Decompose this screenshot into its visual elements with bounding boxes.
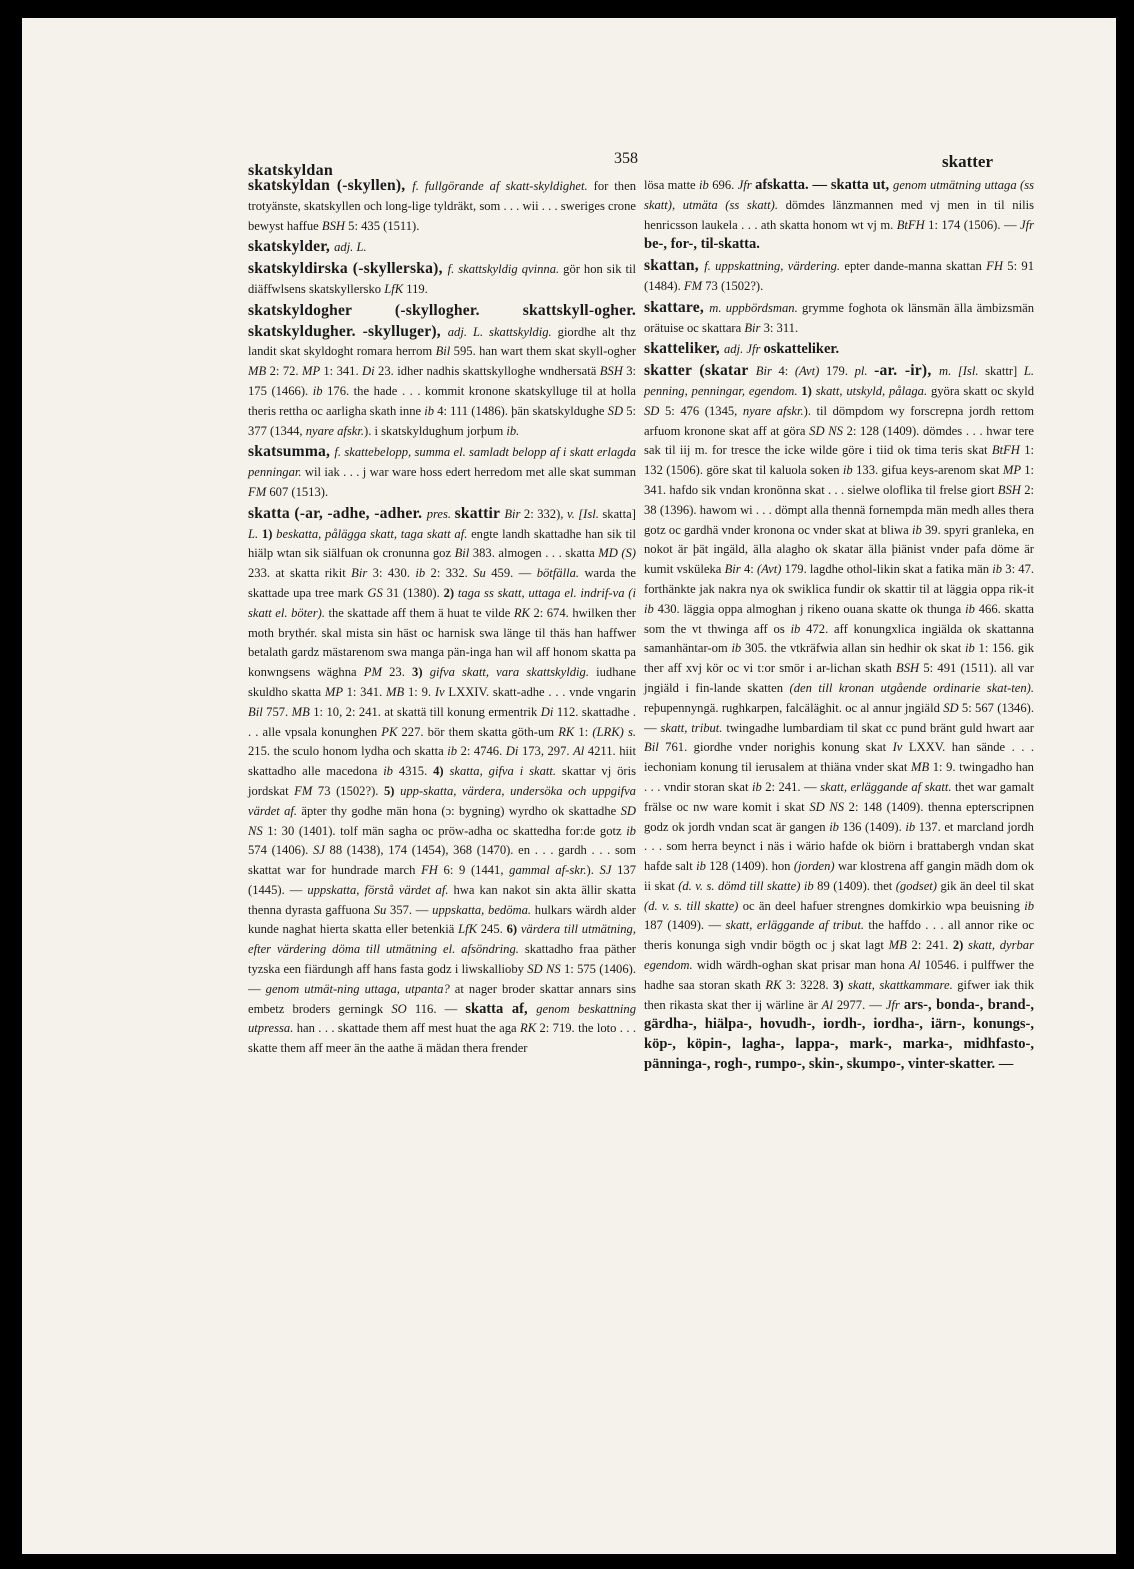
entry-text-run: skatskylder, [248,238,335,256]
entry-text-run: warda the skattade upa tree mark [248,566,637,600]
entry-text-run: 357. — [390,902,433,917]
entry-text-run: pl. [854,364,875,379]
entry-text-run: GS [367,585,387,600]
entry-text-run: iudhane skuldho skatta [248,665,637,699]
entry-text-run: ib [626,823,636,838]
entry-text-run: FM [683,278,706,293]
entry-text-run: Bir [351,566,373,581]
entry-text-run: 761. giordhe vnder norighis konung skat [665,740,893,755]
entry-text-run: Bil [644,740,666,755]
entry-text-run: 1: 9. [408,684,435,699]
entry-text-run: 1: 341. [323,364,363,379]
entry-text-run: dömdes länzmannen med vj men in til nilis henricsson laukela . . . ath skatta honom wt vj m. [644,197,1034,232]
entry-text-run: 215. the sculo honom lydha och skatta [248,744,448,759]
entry-text-run: 6: 9 (1441, [443,863,510,878]
entry-text-run: BtFH [896,217,929,232]
entry-text-run: 305. the vtkräfwia allan sin hedhir ok skat [745,641,965,656]
entry-text-run: adj. L. skattskyldig. [447,324,558,339]
dictionary-page [22,18,1116,1554]
entry-text-run: MP [301,364,324,379]
entry-text-run: 595. han wart them skat skyll-ogher [453,344,637,359]
entry-text-run: 1: 575 (1406). — [248,962,636,996]
entry-text-run: ib [965,601,979,616]
entry-text-run: BSH [599,364,627,379]
entry-text-run: engte landh skattadhe han sik til hiälp wtan sik siälfuan ok cronunna goz [248,526,637,561]
entry-text-run: 2: 332), [523,506,567,521]
entry-text-run: BSH [896,661,924,676]
entry-text-run: ). [586,863,600,878]
entry-text-run: adj. L. [334,240,367,255]
entry-text-run: 1: 156. gik ther aff xvj kör oc vi t:or smör i ar-lichan skath [644,641,1034,676]
entry-text-run: skatskyldan (-skyllen), [248,177,413,194]
entry-text-run: 2) [443,585,458,600]
entry-text-run: 607 (1513). [269,484,329,499]
entry-text-run: gifwer iak thik then rikasta skat ther ij wärline är [644,977,1034,1012]
entry-text-run: 2: 148 (1409). thenna epterscripnen godz ok jordh vndan scat är gangen [644,799,1035,834]
entry-text-run: gifva skatt, vara skattskyldig. [429,665,597,680]
dictionary-entry [644,361,1034,1075]
entry-text-run: LfK [384,281,407,296]
entry-text-run: RK [558,724,579,739]
entry-text-run: ib [644,601,658,616]
entry-text-run: Jfr [737,178,756,192]
entry-text-run: 6) [506,922,521,937]
entry-text-run: 3: 47. forthänkte jak nakra nya ok swiklica fundir ok skattir til at läggia oppa rik-it [644,562,1035,596]
entry-text-run: adj. Jfr [724,342,764,357]
entry-text-run: (den till kronan utgående ordinarie skat-ten). [789,680,1034,695]
dictionary-entry [248,176,636,236]
entry-text-run: MB [386,684,408,699]
entry-text-run: skatt, erläggande af tribut. [725,918,869,933]
entry-text-run: 173, 297. [521,744,574,759]
entry-text-run: LfK [458,922,481,937]
entry-text-run: MB [248,364,270,379]
entry-text-run: skatt, utskyld, pålaga. [815,383,931,398]
entry-text-run: 2) [952,938,969,953]
entry-text-run: 227. bör them skatta göth-um [401,724,559,739]
entry-text-run: genom utmät-ning uttaga, utpanta? [265,981,455,996]
entry-text-run: -ar. -ir), [874,362,939,380]
entry-text-run: ib [911,522,925,537]
entry-text-run: 89 (1409). thet [817,878,896,893]
entry-text-run: 179. [825,364,855,379]
entry-text-run: äpter thy godhe män hona (ɔ: bygning) wyrdho ok skattadhe [301,803,621,818]
entry-text-run: 2: 38 (1396). hawom wi . . . dömpt alla thennä fornempda män medh alles thera gotz oc gardhä vnder kronona oc vnder skat at bliwa [644,482,1034,537]
entry-text-run: 4211. hiit skattadho alle macedona [248,744,637,779]
entry-text-run: v. [Isl. [566,506,603,521]
dictionary-entry [644,176,1034,255]
entry-text-run: skatter (skatar [644,362,756,380]
entry-text-run: skattir [454,504,505,522]
entry-text-run: MB [910,760,933,775]
entry-text-run: f. fullgörande af skatt-skyldighet. [412,179,594,193]
entry-text-run: (Avt) [794,364,826,379]
entry-text-run: SD NS [809,799,849,814]
entry-text-run: (LRK) s. [592,724,637,739]
entry-text-run: 187 (1409). — [644,918,726,933]
entry-text-run: 5: 476 (1345, [664,403,743,418]
entry-text-run: ib [829,819,843,834]
entry-text-run: be-, for-, til-skatta. [644,236,760,253]
entry-text-run: 5: 377 (1344, [248,403,637,438]
entry-text-run: ib [751,779,766,794]
entry-text-run: ars-, bonda-, brand-, gärdha-, hiälpa-, hovudh-, iordh-, iordha-, iärn-, konungs-, köp-, köpin-, lagha-, lappa-, mark-, marka-, midhfasto-, pänninga-, rogh-, rumpo-, skin-, skumpo-, vinter-skatter. — [644,996,1035,1073]
entry-text-run: 696. [712,178,738,192]
right-column [644,176,1034,1076]
header-right-guide-word: skatter [942,152,993,171]
entry-text-run: 1) [801,383,816,398]
entry-text-run: värdera till utmätning, efter värdering döma till utmätning el. afsöndring. [248,922,636,957]
dictionary-entry [248,301,636,442]
entry-text-run: 5: 435 (1511). [348,218,420,233]
entry-text-run: 1: 9. twingadho han . . . vndir storan skat [644,760,1034,794]
entry-text-run: skatt, dyrbar egendom. [644,938,1034,973]
entry-text-run: ib [699,178,713,192]
entry-text-run: 1: 10, 2: 241. at skattä till konung ermentrik [313,704,541,719]
entry-text-run: lösa matte [644,178,700,192]
entry-text-run: 4: [743,562,757,577]
entry-text-run: m. [Isl. [938,364,986,379]
dictionary-entry [248,259,636,300]
entry-text-run: skattar vj öris jordskat [248,764,637,798]
page-number: 358 [614,150,638,167]
entry-text-run: Di [362,364,379,379]
entry-text-run: SD NS [809,423,847,438]
entry-text-run: the haffdo . . . all annor rike oc theris konunga sigh vndir bögth oc j skat lagt [644,918,1035,953]
entry-text-run: 4: [778,364,795,379]
entry-text-run: skatta] [602,506,636,521]
entry-text-run: ib [964,641,979,656]
entry-text-run: 2: 241. — [765,779,821,794]
entry-text-run: thet war gamalt frälse oc nw ware komit i skat [644,779,1035,814]
entry-text-run: gör hon sik til diäffwlsens skatskyllersko [248,262,636,296]
entry-text-run: Bir [504,506,524,521]
entry-text-run: Jfr [1019,217,1034,232]
entry-text-run: SD [607,403,627,418]
entry-text-run: skatt, skattkammare. [848,977,958,992]
entry-text-run: bötfälla. [536,566,585,581]
dictionary-entry [248,442,636,502]
entry-text-run: 245. [480,922,507,937]
entry-text-run: györa skatt oc skyld [930,383,1035,398]
entry-text-run: 4) [433,764,450,779]
entry-text-run: Bil [454,546,473,561]
entry-text-run: Bir [724,562,744,577]
entry-text-run: ib [992,562,1006,577]
entry-text-run: 5: 91 (1484). [644,259,1034,293]
entry-text-run: 73 (1502?). [705,278,764,293]
entry-text-run: for then trotyänste, skatskyllen och long-lige tyldräkt, som . . . wii . . . sweriges crone bewyst haffue [248,179,636,233]
entry-text-run: Al [909,958,925,973]
entry-text-run: Bir [755,364,779,379]
entry-text-run: SO [391,1001,415,1016]
entry-text-run: 757. [266,704,292,719]
entry-text-run: 472. aff konungxlica ingiälda ok skattanna samanhäntar-om [644,621,1034,656]
entry-text-run: RK [520,1021,540,1036]
entry-text-run: FM [248,484,270,499]
entry-text-run: MB [888,938,912,953]
entry-text-run: widh wärdh-oghan skat prisar man hona [696,958,910,973]
entry-text-run: Su [373,902,391,917]
entry-text-run: ). i skatskyldughum jorþum [364,423,507,438]
entry-text-run: f. uppskattning, värdering. [704,259,845,274]
entry-text-run: 5) [384,783,401,798]
entry-text-run: reþupennyngä. rughkarpen, falcäläghit. oc al annur jngiäld [644,700,944,715]
entry-text-run: L. penning, penningar, egendom. [644,364,1035,398]
entry-text-run: FH [986,259,1008,274]
entry-text-run: BSH [321,218,349,233]
entry-text-run: SD NS [527,962,564,977]
left-column [248,176,636,1060]
entry-text-run: MD (S) [598,546,637,561]
entry-text-run: Bir [744,320,764,335]
entry-text-run: oc än deel hafuer strengnes domkirkio wpa beuisning [742,898,1025,913]
entry-text-run: ib [447,744,461,759]
entry-text-run: han . . . skattade them aff mest huat the aga [296,1021,521,1036]
entry-text-run: skatsumma, [248,443,335,461]
entry-text-run: at nager broder skattar annars sins embetz broders gerningk [248,981,636,1016]
entry-text-run: ib [383,764,399,779]
entry-text-run: (d. v. s. dömd till skatte) ib [678,878,818,893]
entry-text-run: f. skattebelopp, summa el. samladt belopp af i skatt erlagda penningar. [248,445,637,480]
entry-text-run: skatta af, [465,1000,537,1017]
entry-text-run: skattr] [985,364,1024,379]
entry-text-run: 116. — [414,1001,466,1016]
entry-text-run: Bil [248,704,267,719]
entry-text-run: PM [363,665,390,680]
entry-text-run: MP [324,684,347,699]
entry-text-run: oskatteliker. [763,341,840,358]
entry-text-run: uppskatta, bedöma. [432,902,535,917]
entry-text-run: 23. idher nadhis skattskylloghe wndhersatä [378,364,600,379]
entry-text-run: RK [513,605,534,620]
entry-text-run: Jfr [885,997,904,1012]
entry-text-run: 574 (1406). [248,843,313,858]
entry-text-run: genom utmätning uttaga (ss skatt), utmäta (ss skatt). [644,178,1035,212]
entry-text-run: 23. [389,665,413,680]
entry-text-run: 2: 674. hwilken ther moth brythér. skal mista sin häst oc harnisk swa länge til thäs han haffwer betalath gardz mästarenom swa manga pän-inga han wil aff honom skatta pa konwngsens wäghna [248,605,636,680]
entry-text-run: Di [505,744,522,759]
entry-text-run: ib [905,819,919,834]
entry-text-run: beskatta, pålägga skatt, taga skatt af. [276,526,472,541]
entry-text-run: twingadhe lumbardiam til skat cc pund bränt guld hwart aar [726,720,1035,735]
entry-text-run: 233. at skatta rikit [248,566,352,581]
entry-text-run: 88 (1438), 174 (1454), 368 (1470). en . . . gardh . . . som skattat war for hundrade march [248,843,636,878]
dictionary-entry [248,237,636,258]
entry-text-run: 39. spyri granleka, en nokot är þät ingäld, älla alagho ok skatar älla þiänist vnder pafa döme är kumit vsküleka [644,522,1034,577]
dictionary-entry [644,256,1034,297]
entry-text-run: 1: 174 (1506). — [928,217,1020,232]
entry-text-run: 128 (1409). hon [709,859,794,874]
entry-text-run: 2977. — [836,997,886,1012]
entry-text-run: 1: 341. hafdo sik vndan kronönna skat . . . sielwe oloflika til frelse giort [644,463,1035,497]
entry-text-run: BSH [997,482,1025,497]
entry-text-run: war klostrena aff gangin mädh dom ok ii skat [644,859,1035,893]
entry-text-run: ib [415,566,431,581]
entry-text-run: 179. lagdhe othol-likin skat a fatika män [784,562,993,577]
entry-text-run: ib [1024,898,1034,913]
header-left-guide-word: skatskyldan [248,162,334,179]
entry-text-run: nyare afskr. [742,403,804,418]
entry-text-run: hwa kan nakot sin akta ällir skatta thenna dyrasta gaffuona [248,882,636,917]
entry-text-run: skattan, [644,257,705,275]
entry-text-run: Bil [435,344,454,359]
entry-text-run: LXXIV. skatt-adhe . . . vnde vngarin [448,684,636,699]
entry-text-run: 459. — [491,566,537,581]
entry-text-run: ). til dömpdom wy forscrepna jordh rettom arfuom kronone skat aff at göra [644,403,1034,438]
entry-text-run: skatta, gifva i skatt. [449,764,562,779]
entry-text-run: ib [790,621,807,636]
entry-text-run: giordhe alt thz landit skat skyldoght romara herrom [248,324,637,359]
entry-text-run: ib [842,463,857,478]
entry-text-run: the skattade aff them ä huat te vilde [328,605,514,620]
entry-text-run: 3: 3228. [785,977,834,992]
entry-text-run: MP [1002,463,1025,478]
entry-text-run: pres. [426,506,455,521]
dictionary-entry [644,339,1034,360]
entry-text-run: SJ [312,843,330,858]
entry-text-run: Su [473,566,492,581]
entry-text-run: 10546. i pulffwer the hadhe saa storan skath [644,958,1035,992]
entry-text-run: RK [765,977,786,992]
entry-text-run: gik än deel til skat [940,878,1034,893]
entry-text-run: skatskyldirska (-skyllerska), [248,260,448,278]
entry-text-run: 119. [406,281,428,296]
entry-text-run: ib [312,383,328,398]
entry-text-run: genom beskattning utpressa. [248,1001,636,1036]
entry-text-run: 31 (1380). [386,585,444,600]
entry-text-run: BtFH [991,443,1025,458]
entry-text-run: 1: 341. [346,684,387,699]
entry-text-run: SD [644,403,665,418]
entry-text-run: FM [294,783,318,798]
entry-text-run: MB [291,704,314,719]
entry-text-run: 133. gifua keys-arenom skat [856,463,1003,478]
entry-text-run: 137. et marcland jordh . . . som herra beynct i näs i wärio hafde ok biörn i brattabergh vndan skat hafde salt [644,819,1034,874]
entry-text-run: taga ss skatt, uttaga el. indrif-va (i skatt el. böter). [248,585,636,620]
entry-text-run: skatt, erläggande af skatt. [820,779,956,794]
entry-text-run: 2: 719. the loto . . . skatte them aff meer än the aathe ä mädan thera frender [248,1021,636,1056]
entry-text-run: 136 (1409). [842,819,906,834]
entry-text-run: 1: 132 (1506). göre skat til kaluola soken [644,443,1034,478]
entry-text-run: 1: [578,724,593,739]
entry-text-run: SD NS [248,803,636,838]
entry-text-run: f. skattskyldig qvinna. [447,262,564,277]
entry-text-run: epter dande-manna skattan [844,259,987,274]
entry-text-run: LXXV. han sände . . . iechoniam konung til ierusalem at thiäna vnder skat [644,740,1035,775]
entry-text-run: ib [424,403,438,418]
entry-text-run: 3) [833,977,848,992]
entry-text-run: 5: 567 (1346). — [644,700,1034,735]
entry-text-run: 2: 241. [911,938,953,953]
entry-text-run: skattadho fraa päther tyzska een fiärdungh aff hans fasta godz i liwskallioby [248,942,636,977]
entry-text-run: 2: 4746. [460,744,506,759]
entry-text-run: 4315. [398,764,434,779]
entry-text-run: 4: 111 (1486). þän skatskyldughe [437,403,608,418]
entry-text-run: Al [821,997,837,1012]
entry-text-run: FH [421,863,444,878]
entry-text-run: gammal af-skr. [509,863,587,878]
entry-text-run: skatteliker, [644,340,724,358]
entry-text-run: ib [696,859,710,874]
entry-text-run: hulkars wärdh alder kunde naghat hierta skatta eller betenkiä [248,902,636,937]
entry-text-run: (jorden) [793,859,838,874]
entry-text-run: skatt, tribut. [660,720,727,735]
entry-text-run: SJ [599,863,618,878]
entry-text-run: 137 (1445). — [248,863,636,897]
entry-text-run: m. uppbördsman. [709,300,803,315]
entry-text-run: Al [573,744,588,759]
entry-text-run: 383. almogen . . . skatta [472,546,599,561]
entry-text-run: ib [731,641,745,656]
entry-text-run: grymme foghota ok länsmän älla ämbizsmän orätuise oc skattara [644,300,1035,335]
entry-text-run: 3: 175 (1466). [248,364,637,398]
entry-text-run: (d. v. s. till skatte) [644,898,743,913]
entry-text-run: 2: 332. [430,566,474,581]
entry-text-run: skattare, [644,298,710,316]
entry-text-run: wil iak . . . j war ware hoss edert herredom met alle skat summan [304,465,636,480]
entry-text-run: upp-skatta, värdera, undersöka och uppgifva värdet af. [248,783,636,818]
entry-text-run: Iv [434,684,449,699]
entry-text-run: 430. läggia oppa almoghan j rikeno ouana skatte ok thunga [657,601,966,616]
entry-text-run: 2: 128 (1409). dömdes . . . hwar tere sak til iij m. for tresce the icke wilde göre i tiid ok tima teris skat [644,423,1034,458]
entry-text-run: afskatta. — skatta ut, [755,177,894,193]
entry-text-run: 112. skattadhe . . . alle vpsala konunghen [248,704,637,739]
entry-text-run: L. [248,526,262,541]
entry-text-run: (godset) [895,878,941,893]
entry-text-run: 466. skatta som the vt thwinga aff os [644,601,1034,636]
entry-text-run: SD [943,700,962,715]
entry-text-run: nyare afskr. [305,423,365,438]
entry-text-run: (Avt) [756,562,785,577]
entry-text-run: 176. the hade . . . kommit kronone skatskylluge til at holla theris rettha oc aarligha skath inne [248,383,636,418]
entry-text-run: 1: 30 (1401). tolf män sagha oc pröw-adha oc skattedha for:de gotz [267,823,627,838]
entry-text-run: Di [540,704,557,719]
entry-text-run: 3) [412,665,430,680]
dictionary-entry [248,504,636,1059]
entry-text-run: PK [381,724,402,739]
entry-text-run: 3: 311. [763,320,799,335]
entry-text-run: 5: 491 (1511). all var jngiäld i fin-lande skatten [644,661,1034,695]
entry-text-run: 3: 430. [372,566,416,581]
entry-text-run: skatskyldogher (-skyllogher. skattskyll-ogher. skatskyldugher. -skylluger), [248,301,636,340]
entry-text-run: 2: 72. [269,364,302,379]
dictionary-entry [644,298,1034,339]
entry-text-run: uppskatta, förstå värdet af. [307,882,454,897]
entry-text-run: Iv [892,740,909,755]
entry-text-run: skatta (-ar, -adhe, -adher. [248,504,427,522]
entry-text-run: 73 (1502?). [317,783,384,798]
entry-text-run: ib. [506,423,520,438]
entry-text-run: 1) [261,526,277,541]
